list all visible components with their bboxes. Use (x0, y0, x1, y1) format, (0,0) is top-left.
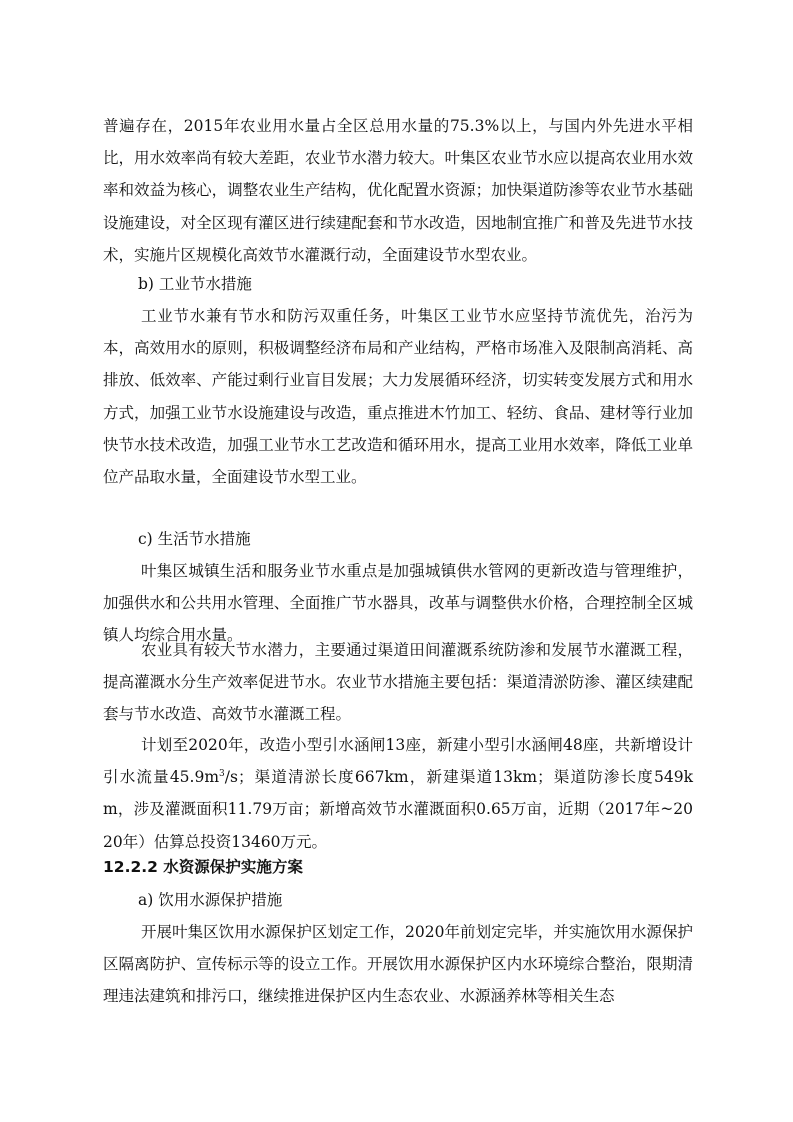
paragraph-text: 叶集区城镇生活和服务业节水重点是加强城镇供水管网的更新改造与管理维护，加强供水和公共用水管理、全面推广节水器具，改革与调整供水价格，合理控制全区城镇人均综合用水量。 (103, 562, 693, 645)
paragraph-drinking-water-protection (103, 916, 693, 1013)
paragraph-plan-2020 (103, 729, 693, 858)
section-heading-12-2-2: 12.2.2 水资源保护实施方案 (103, 858, 303, 876)
paragraph-text (103, 729, 693, 858)
heading-industrial-water-saving: b) 工业节水措施 (138, 275, 252, 293)
paragraph-industrial-water (103, 300, 693, 493)
paragraph-agriculture-potential (103, 634, 693, 731)
paragraph-text: 工业节水兼有节水和防污双重任务，叶集区工业节水应坚持节流优先，治污为本，高效用水的原则，积极调整经济布局和产业结构，严格市场准入及限制高消耗、高排放、低效率、产能过剩行业盲目发展；大力发展循环经济，切实转变发展方式和用水方式，加强工业节水设施建设与改造，重点推进木竹加工、轻纺、食品、建材等行业加快节水技术改造，加强工业节水工艺改造和循环用水，提高工业用水效率，降低工业单位产品取水量，全面建设节水型工业。 (103, 307, 693, 487)
heading-domestic-water-saving: c) 生活节水措施 (138, 530, 251, 548)
plan-text-part2: /s；渠道清淤长度667km，新建渠道13km；渠道防渗长度549km，涉及灌溉面积11.79万亩；新增高效节水灌溉面积0.65万亩，近期（2017年~2020年）估算总投资13460万元。 (103, 768, 693, 851)
paragraph-text: 农业具有较大节水潜力，主要通过渠道田间灌溉系统防渗和发展节水灌溉工程，提高灌溉水分生产效率促进节水。农业节水措施主要包括：渠道清淤防渗、灌区续建配套与节水改造、高效节水灌溉工程。 (103, 641, 693, 724)
superscript-three: 3 (219, 769, 225, 780)
plan-text-part1: 计划至2020年，改造小型引水涵闸13座，新建小型引水涵闸48座，共新增设计引水流量45.9m (103, 736, 693, 787)
heading-drinking-water-protection: a) 饮用水源保护措施 (138, 891, 283, 909)
paragraph-text: 开展叶集区饮用水源保护区划定工作，2020年前划定完毕，并实施饮用水源保护区隔离防护、宣传标示等的设立工作。开展饮用水源保护区内水环境综合整治，限期清理违法建筑和排污口，继续推进保护区内生态农业、水源涵养林等相关生态 (103, 923, 693, 1006)
paragraph-text: 普遍存在，2015年农业用水量占全区总用水量的75.3%以上，与国内外先进水平相比，用水效率尚有较大差距，农业节水潜力较大。叶集区农业节水应以提高农业用水效率和效益为核心，调整农业生产结构，优化配置水资源；加快渠道防渗等农业节水基础设施建设，对全区现有灌区进行续建配套和节水改造，因地制宜推广和普及先进节水技术，实施片区规模化高效节水灌溉行动，全面建设节水型农业。 (103, 117, 693, 264)
paragraph-agriculture-water (103, 110, 693, 271)
